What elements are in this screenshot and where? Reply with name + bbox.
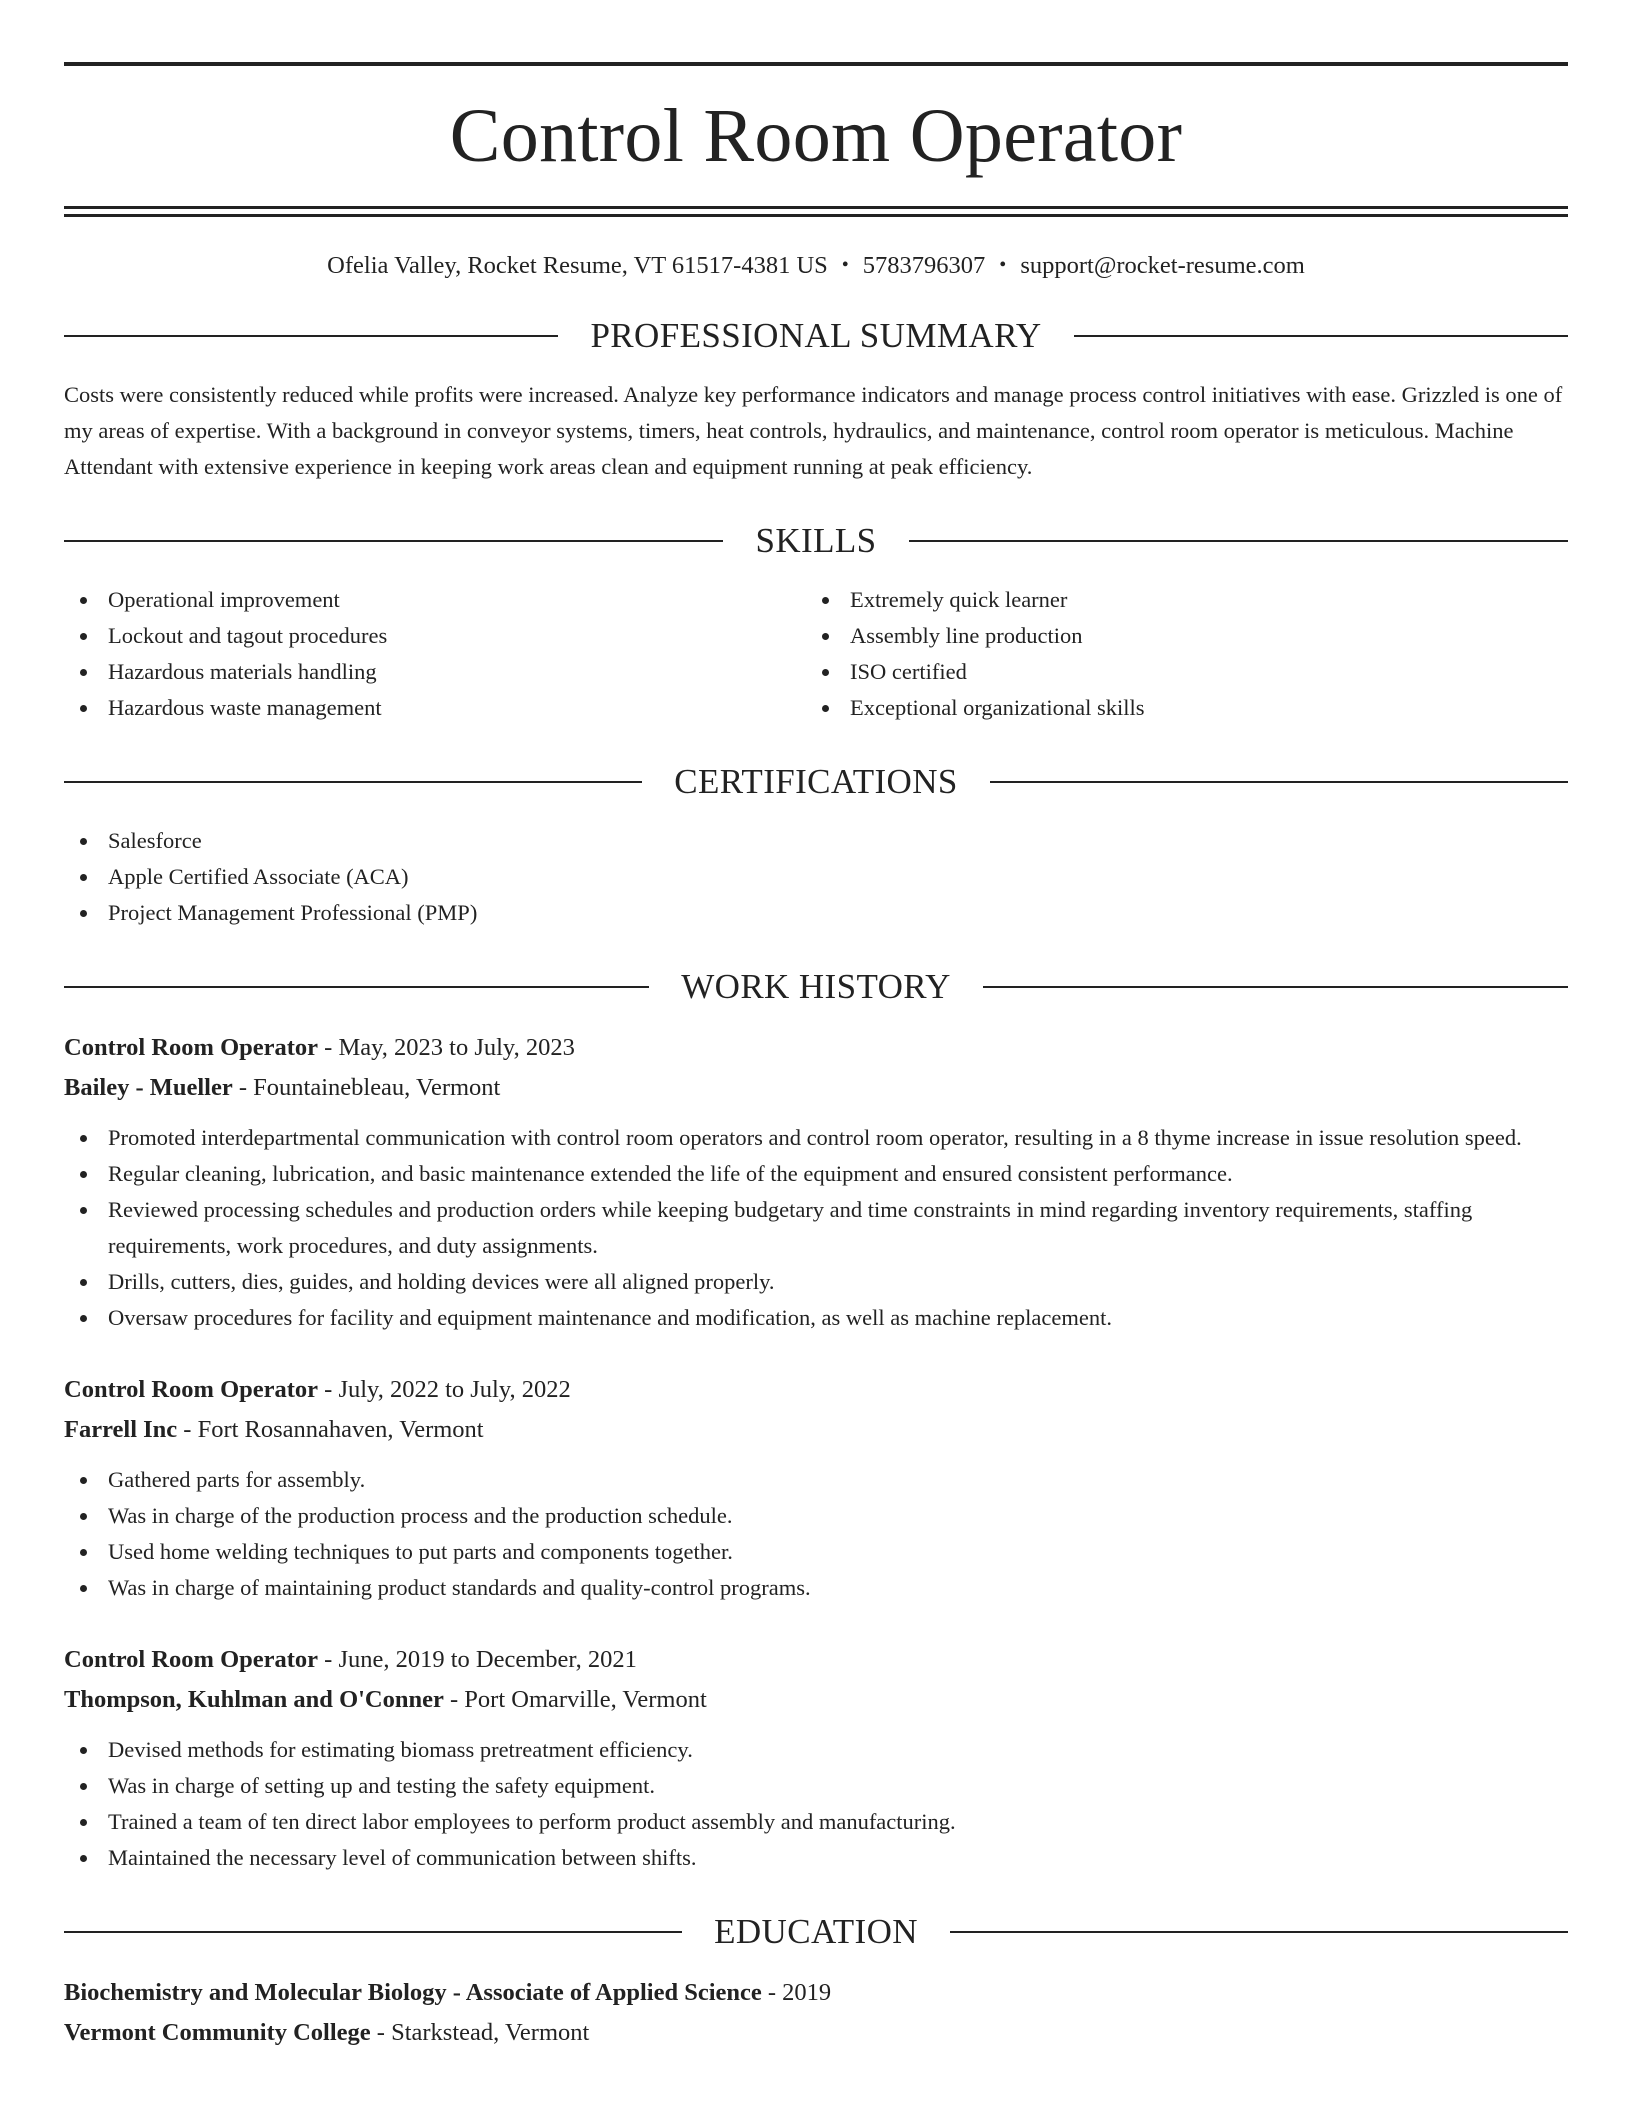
section-title: PROFESSIONAL SUMMARY	[590, 316, 1042, 356]
education-degree: Biochemistry and Molecular Biology - Associate of Applied Science	[64, 1979, 762, 2007]
job-role: Control Room Operator	[64, 1376, 319, 1404]
section-heading-skills	[64, 521, 1568, 561]
job-bullet: Used home welding techniques to put parts and components together.	[64, 1534, 1568, 1570]
skill-item: Operational improvement	[64, 582, 806, 618]
heading-rule-left	[64, 986, 649, 988]
skill-item: Hazardous materials handling	[64, 654, 806, 690]
skills-columns	[64, 582, 1568, 726]
job-company-line	[64, 1068, 1568, 1108]
job-bullet: Drills, cutters, dies, guides, and holding devices were all aligned properly.	[64, 1264, 1568, 1300]
contact-address: Ofelia Valley, Rocket Resume, VT 61517-4381 US	[327, 252, 828, 279]
job-dates: - June, 2019 to December, 2021	[318, 1646, 637, 1674]
contact-line	[64, 251, 1568, 280]
job-dates: - May, 2023 to July, 2023	[318, 1034, 575, 1062]
heading-rule-left	[64, 1931, 682, 1933]
job-entry	[64, 1028, 1568, 1336]
job-bullet: Was in charge of setting up and testing the safety equipment.	[64, 1768, 1568, 1804]
job-bullets	[64, 1120, 1568, 1336]
skill-item: Assembly line production	[806, 618, 1548, 654]
job-bullets	[64, 1732, 1568, 1876]
job-bullet: Was in charge of maintaining product standards and quality-control programs.	[64, 1570, 1568, 1606]
education-entry	[64, 1973, 1568, 2053]
resume-name: Control Room Operator	[449, 94, 1183, 178]
job-bullet: Maintained the necessary level of communication between shifts.	[64, 1840, 1568, 1876]
job-role-line	[64, 1028, 1568, 1068]
contact-separator: •	[999, 254, 1007, 276]
heading-rule-left	[64, 781, 642, 783]
contact-separator: •	[841, 254, 849, 276]
skill-item: ISO certified	[806, 654, 1548, 690]
job-role-line	[64, 1370, 1568, 1410]
job-bullet: Reviewed processing schedules and production orders while keeping budgetary and time constraints in mind regarding inventory requirements, staffing requirements, work procedures, and duty assignments.	[64, 1192, 1568, 1264]
heading-rule-right	[990, 781, 1568, 783]
section-title: SKILLS	[755, 521, 877, 561]
job-location: - Port Omarville, Vermont	[443, 1686, 707, 1714]
certification-item: Salesforce	[64, 823, 1568, 859]
job-location: - Fountainebleau, Vermont	[232, 1074, 501, 1102]
job-role: Control Room Operator	[64, 1646, 319, 1674]
job-role: Control Room Operator	[64, 1034, 319, 1062]
heading-rule-left	[64, 540, 723, 542]
header-double-rule	[64, 206, 1568, 217]
education-school-line	[64, 2013, 1568, 2053]
education-location: - Starkstead, Vermont	[370, 2019, 590, 2047]
section-heading-summary	[64, 316, 1568, 356]
certifications-list	[64, 823, 1568, 931]
heading-rule-left	[64, 335, 558, 337]
job-bullet: Gathered parts for assembly.	[64, 1462, 1568, 1498]
section-title: CERTIFICATIONS	[674, 762, 958, 802]
section-heading-work	[64, 967, 1568, 1007]
section-heading-certifications	[64, 762, 1568, 802]
heading-rule-right	[983, 986, 1568, 988]
job-bullet: Promoted interdepartmental communication with control room operators and control room operator, resulting in a 8 thyme increase in issue resolution speed.	[64, 1120, 1568, 1156]
top-rule	[64, 62, 1568, 66]
summary-text: Costs were consistently reduced while profits were increased. Analyze key performance indicators and manage process control initiatives with ease. Grizzled is one of my areas of expertise. With a background in conveyor systems, timers, heat controls, hydraulics, and maintenance, control room operator is meticulous. Machine Attendant with extensive experience in keeping work areas clean and equipment running at peak efficiency.	[64, 382, 1563, 480]
job-location: - Fort Rosannahaven, Vermont	[177, 1416, 484, 1444]
job-dates: - July, 2022 to July, 2022	[318, 1376, 571, 1404]
job-bullet: Devised methods for estimating biomass pretreatment efficiency.	[64, 1732, 1568, 1768]
job-bullets	[64, 1462, 1568, 1606]
skill-item: Lockout and tagout procedures	[64, 618, 806, 654]
contact-phone: 5783796307	[862, 252, 986, 279]
heading-rule-right	[950, 1931, 1568, 1933]
job-company: Farrell Inc	[64, 1416, 178, 1444]
job-company-line	[64, 1680, 1568, 1720]
heading-rule-right	[909, 540, 1568, 542]
skills-list-right	[806, 582, 1548, 726]
job-entry	[64, 1370, 1568, 1606]
skills-list-left	[64, 582, 806, 726]
heading-rule-right	[1074, 335, 1568, 337]
job-company: Bailey - Mueller	[64, 1074, 233, 1102]
job-bullet: Oversaw procedures for facility and equipment maintenance and modification, as well as machine replacement.	[64, 1300, 1568, 1336]
section-heading-education	[64, 1912, 1568, 1952]
job-bullet: Was in charge of the production process and the production schedule.	[64, 1498, 1568, 1534]
section-title: EDUCATION	[714, 1912, 918, 1952]
education-school: Vermont Community College	[64, 2019, 371, 2047]
job-bullet: Regular cleaning, lubrication, and basic maintenance extended the life of the equipment and ensured consistent performance.	[64, 1156, 1568, 1192]
education-degree-line	[64, 1973, 1568, 2013]
section-title: WORK HISTORY	[681, 967, 951, 1007]
certification-item: Apple Certified Associate (ACA)	[64, 859, 1568, 895]
certification-item: Project Management Professional (PMP)	[64, 895, 1568, 931]
job-bullet: Trained a team of ten direct labor employees to perform product assembly and manufacturing.	[64, 1804, 1568, 1840]
education-year: - 2019	[761, 1979, 832, 2007]
skill-item: Hazardous waste management	[64, 690, 806, 726]
skill-item: Extremely quick learner	[806, 582, 1548, 618]
resume-page	[64, 62, 1568, 2053]
job-entry	[64, 1640, 1568, 1876]
job-company: Thompson, Kuhlman and O'Conner	[64, 1686, 444, 1714]
job-role-line	[64, 1640, 1568, 1680]
contact-email: support@rocket-resume.com	[1020, 252, 1305, 279]
job-company-line	[64, 1410, 1568, 1450]
skill-item: Exceptional organizational skills	[806, 690, 1548, 726]
